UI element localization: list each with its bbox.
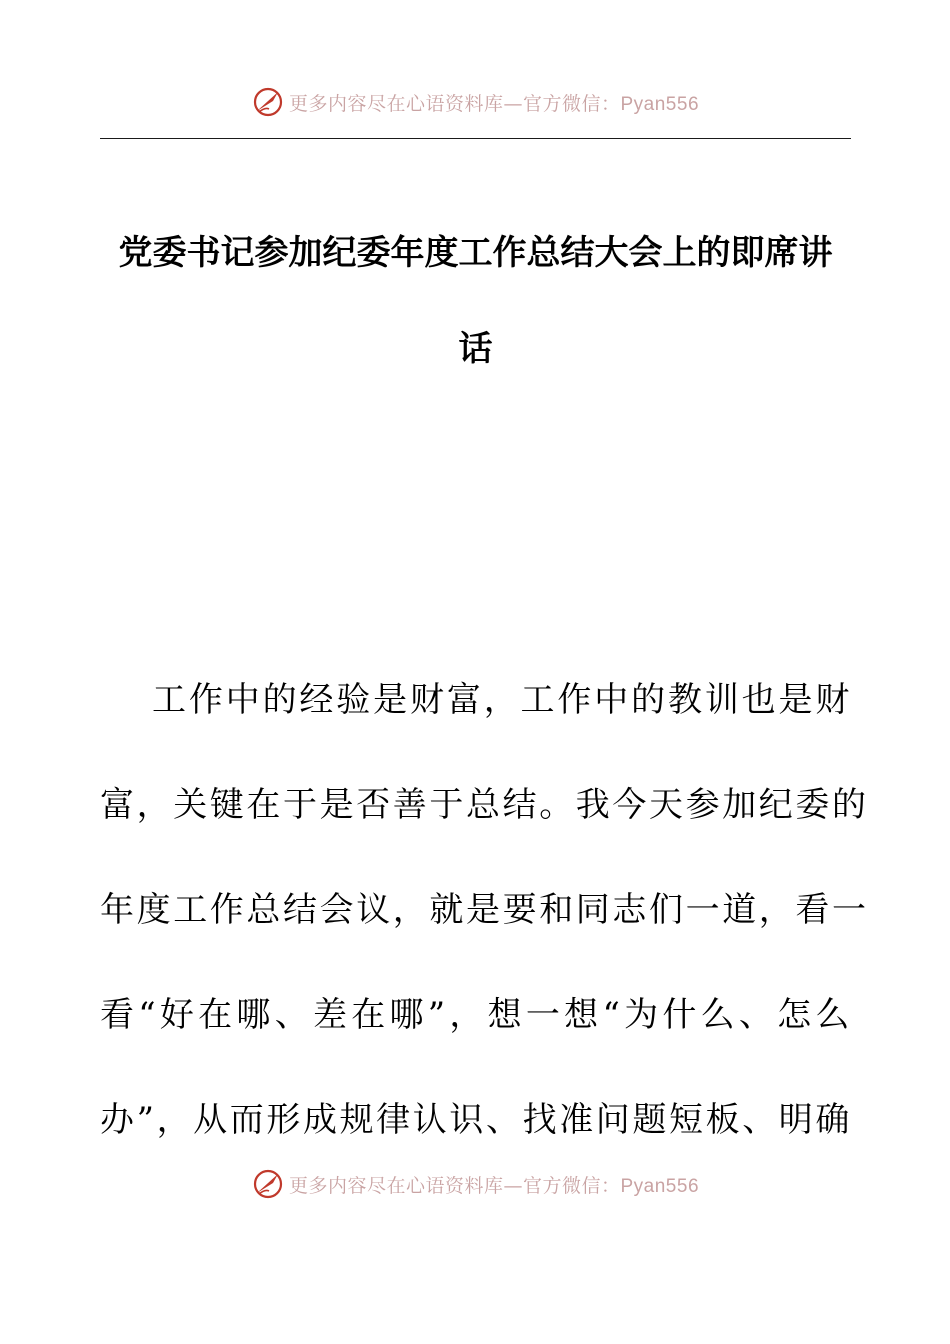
page-title	[100, 210, 851, 402]
footer-wechat-id: Pyan556	[620, 1175, 700, 1197]
header-banner-text: 更多内容尽在心语资料库—官方微信：Pyan556	[288, 92, 700, 115]
body-line: 富，关键在于是否善于总结。我今天参加纪委的	[100, 785, 869, 825]
body-line: 工作中的经验是财富，工作中的教训也是财	[152, 680, 852, 720]
header-wechat-id: Pyan556	[620, 93, 700, 115]
quill-logo-icon	[251, 1167, 285, 1201]
header-banner	[0, 82, 950, 122]
body-paragraph	[100, 648, 869, 1173]
body-line: 年度工作总结会议，就是要和同志们一道，看一	[100, 890, 869, 930]
title-line-1: 党委书记参加纪委年度工作总结大会上的即席讲	[118, 233, 833, 273]
quill-logo-icon	[251, 85, 285, 119]
header-divider	[100, 138, 851, 139]
footer-banner	[0, 1164, 950, 1204]
title-line-2: 话	[458, 329, 493, 369]
body-line: 办”，从而形成规律认识、找准问题短板、明确	[100, 1100, 852, 1140]
footer-banner-text: 更多内容尽在心语资料库—官方微信：Pyan556	[288, 1174, 700, 1197]
body-line: 看“好在哪、差在哪”，想一想“为什么、怎么	[100, 995, 852, 1035]
